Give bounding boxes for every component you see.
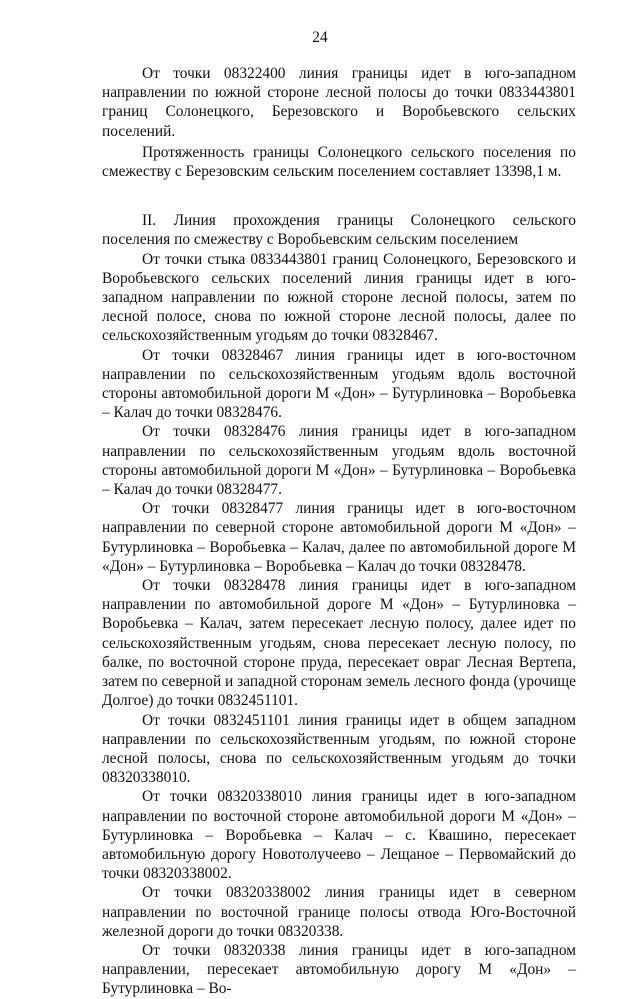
paragraph: Протяженность границы Солонецкого сельского поселения по смежеству с Березовским сельским поселением составляет 13398,1 м. (102, 143, 576, 181)
paragraph: От точки 08328478 линия границы идет в юго-западном направлении по автомобильной дороге М «Дон» – Бутурлиновка – Воробьевка – Калач, затем пересекает лесную полосу, далее идет по сельскохозяйственным угодьям, снова пересекает лесную полосу, по балке, по восточной стороне пруда, пересекает овраг Лесная Вертепа, затем по северной и западной сторонам земель лесного фонда (урочище Долгое) до точки 0832451101. (102, 577, 576, 710)
paragraph: От точки 08322400 линия границы идет в юго-западном направлении по южной стороне лесной полосы до точки 0833443801 границ Солонецкого, Березовского и Воробьевского сельских поселений. (102, 65, 576, 140)
paragraph: От точки 0832451101 линия границы идет в общем западном направлении по сельскохозяйственным угодьям, по южной стороне лесной полосы, снова по сельскохозяйственным угодьям до точки 08320338010. (102, 711, 576, 787)
page-number: 24 (312, 29, 328, 46)
paragraph: От точки 08320338002 линия границы идет в северном направлении по восточной границе полосы отвода Юго-Восточной железной дороги до точки 08320338. (102, 884, 576, 940)
paragraph: От точки 08320338010 линия границы идет в юго-западном направлении по восточной стороне автомобильной дороги М «Дон» – Бутурлиновка – Воробьевка – Калач – с. Квашино, пересекает автомобильную дорогу Новотолучеево – Лещаное – Первомайский до точки 08320338002. (102, 788, 576, 883)
paragraph: От точки 08328477 линия границы идет в юго-восточном направлении по северной стороне автомобильной дороги М «Дон» – Бутурлиновка – Воробьевка – Калач, далее по автомобильной дороге М «Дон» – Бутурлиновка – Воробьевка – Калач до точки 08328478. (102, 500, 576, 575)
section-heading: II. Линия прохождения границы Солонецкого сельского поселения по смежеству с Воробьевским сельским поселением (102, 212, 576, 249)
paragraph: От точки 08320338 линия границы идет в юго-западном направлении, пересекает автомобильную дорогу М «Дон» – Бутурлиновка – Во- (102, 941, 576, 998)
paragraph: От точки стыка 0833443801 границ Солонецкого, Березовского и Воробьевского сельских поселений линия границы идет в юго-западном направлении по южной стороне лесной полосы, затем по лесной полосе, снова по южной стороне лесной полосы, далее по сельскохозяйственным угодьям до точки 08328467. (102, 250, 576, 345)
document-body (102, 64, 576, 999)
paragraph: От точки 08328467 линия границы идет в юго-восточном направлении по сельскохозяйственным угодьям вдоль восточной стороны автомобильной дороги М «Дон» – Бутурлиновка – Воробьевка – Калач до точки 08328476. (102, 346, 576, 422)
paragraph: От точки 08328476 линия границы идет в юго-западном направлении по сельскохозяйственным угодьям вдоль восточной стороны автомобильной дороги М «Дон» – Бутурлиновка – Воробьевка – Калач до точки 08328477. (102, 423, 576, 499)
